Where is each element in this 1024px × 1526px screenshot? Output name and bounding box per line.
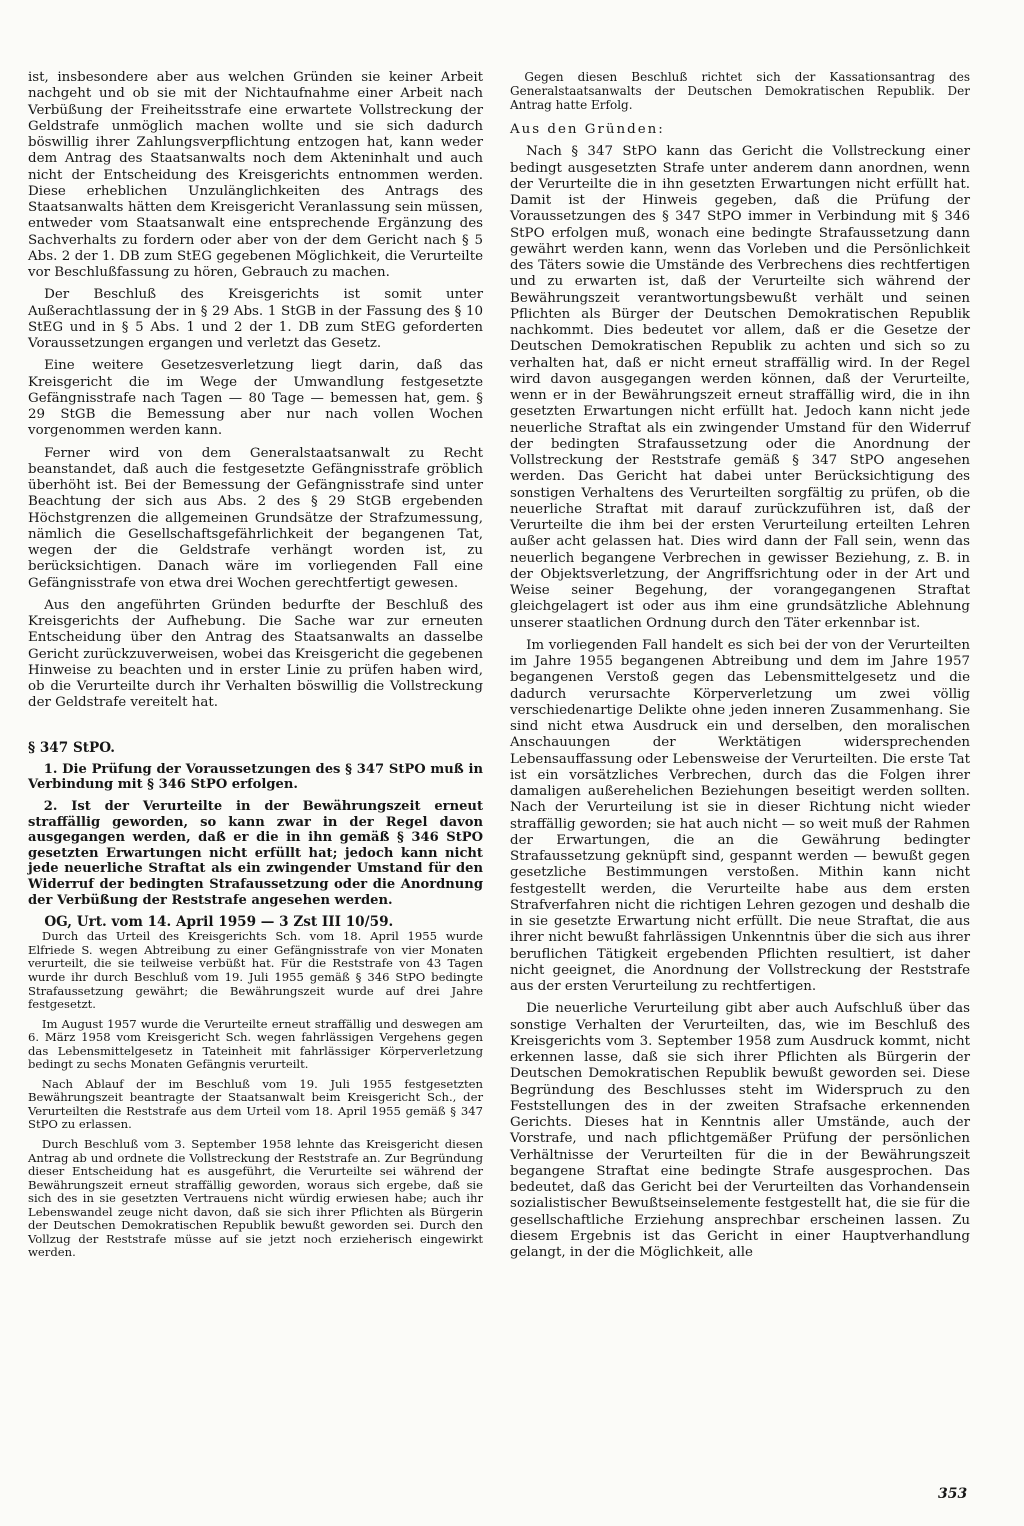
body-paragraph: Ferner wird von dem Generalstaatsanwalt zu Recht beanstandet, daß auch die festgesetzte Gefängnisstrafe gröblich überhöht ist. Bei der Bemessung der Gefängnisstrafe sind unter Beachtung der sich aus Abs. 2 des § 29 StGB ergebenden Höchstgrenzen die allgemeinen Grundsätze der Strafzumessung, nämlich die Gesellschaftsgefährlichkeit der begangenen Tat, wegen der die Geldstrafe verhängt worden ist, zu berücksichtigen. Danach wäre im vorliegenden Fall eine Gefängnisstrafe von etwa drei Wochen gerechtfertigt gewesen. — [28, 445, 483, 591]
law-section-heading: § 347 StPO. — [28, 739, 116, 756]
page-number: 353 — [938, 1486, 968, 1502]
body-paragraph: Der Beschluß des Kreisgerichts ist somit unter Außerachtlassung der in § 29 Abs. 1 StGB in der Fassung des § 10 StEG und in § 5 Abs. 1 und 2 der 1. DB zum StEG geforderten Voraussetzungen ergangen und verletzt das Gesetz. — [28, 287, 483, 351]
body-paragraph: Die neuerliche Verurteilung gibt aber auch Aufschluß über das sonstige Verhalten der Verurteilten, das, wie im Beschluß des Kreisgerichts vom 3. September 1958 zum Ausdruck kommt, nicht erkennen lasse, daß sie sich ihrer Pflichten als Bürgerin der Deutschen Demokratischen Republik bewußt geworden sei. Diese Begründung des Beschlusses steht im Widerspruch zu den Feststellungen des in der zweiten Strafsache erkennenden Gerichts. Dieses hat in Kenntnis aller Umstände, auch der Vorstrafe, und nach pflichtgemäßer Prüfung der persönlichen Verhältnisse der Verurteilten für die in der Bewährungszeit begangene Straftat eine bedingte Strafe ausgesprochen. Das bedeutet, daß das Gericht bei der Verurteilten das Vorhandensein sozialistischer Bewußtseinselemente festgestellt hat, die sie für die gesellschaftliche Erziehung ansprechbar erscheinen lassen. Zu diesem Ergebnis ist das Gericht in einer Hauptverhandlung gelangt, in der die Möglichkeit, alle — [510, 1001, 970, 1260]
section-heading: Aus den Gründen: — [510, 122, 665, 137]
body-paragraph: Eine weitere Gesetzesverletzung liegt darin, daß das Kreisgericht die im Wege der Umwandlung festgesetzte Gefängnisstrafe nach Tagen — 80 Tage — bemessen hat, gem. § 29 StGB die Bemessung aber nur nach vollen Wochen vorgenommen werden kann. — [28, 358, 483, 439]
facts-paragraph: Im August 1957 wurde die Verurteilte erneut straffällig und deswegen am 6. März 1958 vom Kreisgericht Sch. wegen fahrlässigen Vergehens gegen das Lebensmittelgesetz in Tateinheit mit fahrlässiger Körperverletzung bedingt zu sechs Monaten Gefängnis verurteilt. — [28, 1016, 483, 1072]
facts-paragraph: Nach Ablauf der im Beschluß vom 19. Juli 1955 festgesetzten Bewährungszeit beantragte der Staatsanwalt beim Kreisgericht Sch., der Verurteilten die Reststrafe aus dem Urteil vom 18. April 1955 gemäß § 347 StPO zu erlassen. — [28, 1076, 483, 1132]
body-paragraph: Im vorliegenden Fall handelt es sich bei der von der Verurteilten im Jahre 1955 begangenen Abtreibung und dem im Jahre 1957 begangenen Verstoß gegen das Lebensmittelgesetz und die dadurch verursachte Körperverletzung um zwei völlig verschiedenartige Delikte ohne jeden inneren Zusammenhang. Sie sind nicht etwa Ausdruck ein und derselben, den moralischen Anschauungen der Werktätigen widersprechenden Lebensauffassung oder Lebensweise der Verurteilten. Die erste Tat ist ein vorsätzliches Verbrechen, durch das die Folgen ihrer damaligen außerehelichen Beziehungen beseitigt werden sollten. Nach der Verurteilung ist sie in dieser Richtung nicht wieder straffällig geworden; sie hat auch nicht — so weit muß der Rahmen der Erwartungen, die an die Gewährung bedingter Strafaussetzung geknüpft sind, gespannt werden — bewußt gegen gesetzliche Bestimmungen verstoßen. Mithin kann nicht festgestellt werden, die Verurteilte habe aus dem ersten Strafverfahren nicht die richtigen Lehren gezogen und deshalb die in sie gesetzte Erwartung nicht erfüllt. Die neue Straftat, die aus ihrer nicht bewußt fahrlässigen Unkenntnis über die sich aus ihrer beruflichen Tätigkeit ergebenden Pflichten resultiert, ist daher nicht geeignet, die Anordnung der Vollstreckung der Reststrafe aus der ersten Verurteilung zu rechtfertigen. — [510, 637, 970, 994]
intro-paragraph: Gegen diesen Beschluß richtet sich der Kassationsantrag des Generalstaatsanwalts der Deutschen Demokratischen Republik. Der Antrag hatte Erfolg. — [510, 70, 970, 112]
facts-paragraph: Durch das Urteil des Kreisgerichts Sch. vom 18. April 1955 wurde Elfriede S. wegen Abtreibung zu einer Gefängnisstrafe von vier Monaten verurteilt, die sie teilweise verbüßt hat. Für die Reststrafe von 43 Tagen wurde ihr durch Beschluß vom 19. Juli 1955 gemäß § 346 StPO bedingte Strafaussetzung gewährt; die Bewährungszeit wurde auf drei Jahre festgesetzt. — [28, 929, 483, 1012]
leitsatz-item: 1. Die Prüfung der Voraussetzungen des § 347 StPO muß in Verbindung mit § 346 StPO erfolgen. — [28, 761, 483, 793]
body-paragraph: ist, insbesondere aber aus welchen Gründen sie keiner Arbeit nachgeht und ob sie mit der Nichtaufnahme einer Arbeit nach Verbüßung der Freiheitsstrafe eine erwartete Vollstreckung der Geldstrafe unmöglich machen wollte und sie sich dadurch böswillig ihrer Zahlungsverpflichtung entzogen hat, kann weder dem Antrag des Staatsanwalts noch dem Akteninhalt und auch nicht der Entscheidung des Kreisgerichts entnommen werden. Diese erheblichen Unzulänglichkeiten des Antrags des Staatsanwalts hätten dem Kreisgericht Veranlassung sein müssen, entweder vom Staatsanwalt eine entsprechende Ergänzung des Sachverhalts zu fordern oder aber von der dem Gericht nach § 5 Abs. 2 der 1. DB zum StEG gegebenen Möglichkeit, die Verurteilte vor Beschlußfassung zu hören, Gebrauch zu machen. — [28, 70, 483, 280]
body-paragraph: Aus den angeführten Gründen bedurfte der Beschluß des Kreisgerichts der Aufhebung. Die Sache war zur erneuten Entscheidung über den Antrag des Staatsanwalts an dasselbe Gericht zurückzuverweisen, wobei das Kreisgericht die gegebenen Hinweise zu beachten und in erster Linie zu prüfen haben wird, ob die Verurteilte durch ihr Verhalten böswillig die Vollstreckung der Geldstrafe vereitelt hat. — [28, 597, 483, 711]
left-column — [28, 70, 483, 1260]
leitsatz-item: 2. Ist der Verurteilte in der Bewährungszeit erneut straffällig geworden, so kann zwar in der Regel davon ausgegangen werden, daß er die in ihn gemäß § 346 StPO gesetzten Erwartungen nicht erfüllt hat; jedoch kann nicht jede neuerliche Straftat als ein zwingender Umstand für den Widerruf der bedingten Strafaussetzung oder die Anordnung der Verbüßung der Reststrafe angesehen werden. — [28, 798, 483, 908]
facts-block — [28, 930, 483, 1260]
body-paragraph: Nach § 347 StPO kann das Gericht die Vollstreckung einer bedingt ausgesetzten Strafe unter anderem dann anordnen, wenn der Verurteilte die in ihn gesetzten Erwartungen nicht erfüllt hat. Damit ist der Hinweis gegeben, daß die Prüfung der Voraussetzungen des § 347 StPO immer in Verbindung mit § 346 StPO erfolgen muß, wonach eine bedingte Strafaussetzung dann gewährt werden kann, wenn das Vorleben und die Persönlichkeit des Täters sowie die Umstände des Verbrechens dies rechtfertigen und zu erwarten ist, daß der Verurteilte sich während der Bewährungszeit verantwortungsbewußt verhält und seinen Pflichten als Bürger der Deutschen Demokratischen Republik nachkommt. Dies bedeutet vor allem, daß er die Gesetze der Deutschen Demokratischen Republik zu achten und sich so zu verhalten hat, daß er nicht erneut straffällig wird. In der Regel wird davon ausgegangen werden können, daß der Verurteilte, wenn er in der Bewährungszeit erneut straffällig wird, die in ihn gesetzten Erwartungen nicht erfüllt hat. Jedoch kann nicht jede neuerliche Straftat als ein zwingender Umstand für den Widerruf der bedingten Strafaussetzung oder die Anordnung der Vollstreckung der Reststrafe gemäß § 347 StPO angesehen werden. Das Gericht hat dabei unter Berücksichtigung des sonstigen Verhaltens des Verurteilten sorgfältig zu prüfen, ob die neuerliche Straftat mit darauf zurückzuführen ist, daß der Verurteilte die ihm bei der ersten Verurteilung erteilten Lehren außer acht gelassen hat. Dies wird dann der Fall sein, wenn das neuerlich begangene Verbrechen in gewisser Beziehung, z. B. in der Objektsverletzung, der Angriffsrichtung oder in der Art und Weise seiner Begehung, der vorangegangenen Straftat gleichgelagert ist oder aus ihm eine grundsätzliche Ablehnung unserer staatlichen Ordnung durch den Täter erkennbar ist. — [510, 144, 970, 631]
facts-paragraph: Durch Beschluß vom 3. September 1958 lehnte das Kreisgericht diesen Antrag ab und ordnete die Vollstreckung der Reststrafe an. Zur Begründung dieser Entscheidung hat es ausgeführt, die Verurteilte sei während der Bewährungszeit erneut straffällig geworden, woraus sich ergebe, daß sie sich des in sie gesetzten Vertrauens nicht würdig erwiesen habe; auch ihr Lebenswandel zeuge nicht davon, daß sie sich ihrer Pflichten als Bürgerin der Deutschen Demokratischen Republik bewußt geworden sei. Durch den Vollzug der Reststrafe müsse auf sie jetzt noch erzieherisch eingewirkt werden. — [28, 1137, 483, 1260]
right-column — [510, 70, 970, 1261]
court-citation: OG, Urt. vom 14. April 1959 — 3 Zst III 10/59. — [44, 914, 394, 931]
